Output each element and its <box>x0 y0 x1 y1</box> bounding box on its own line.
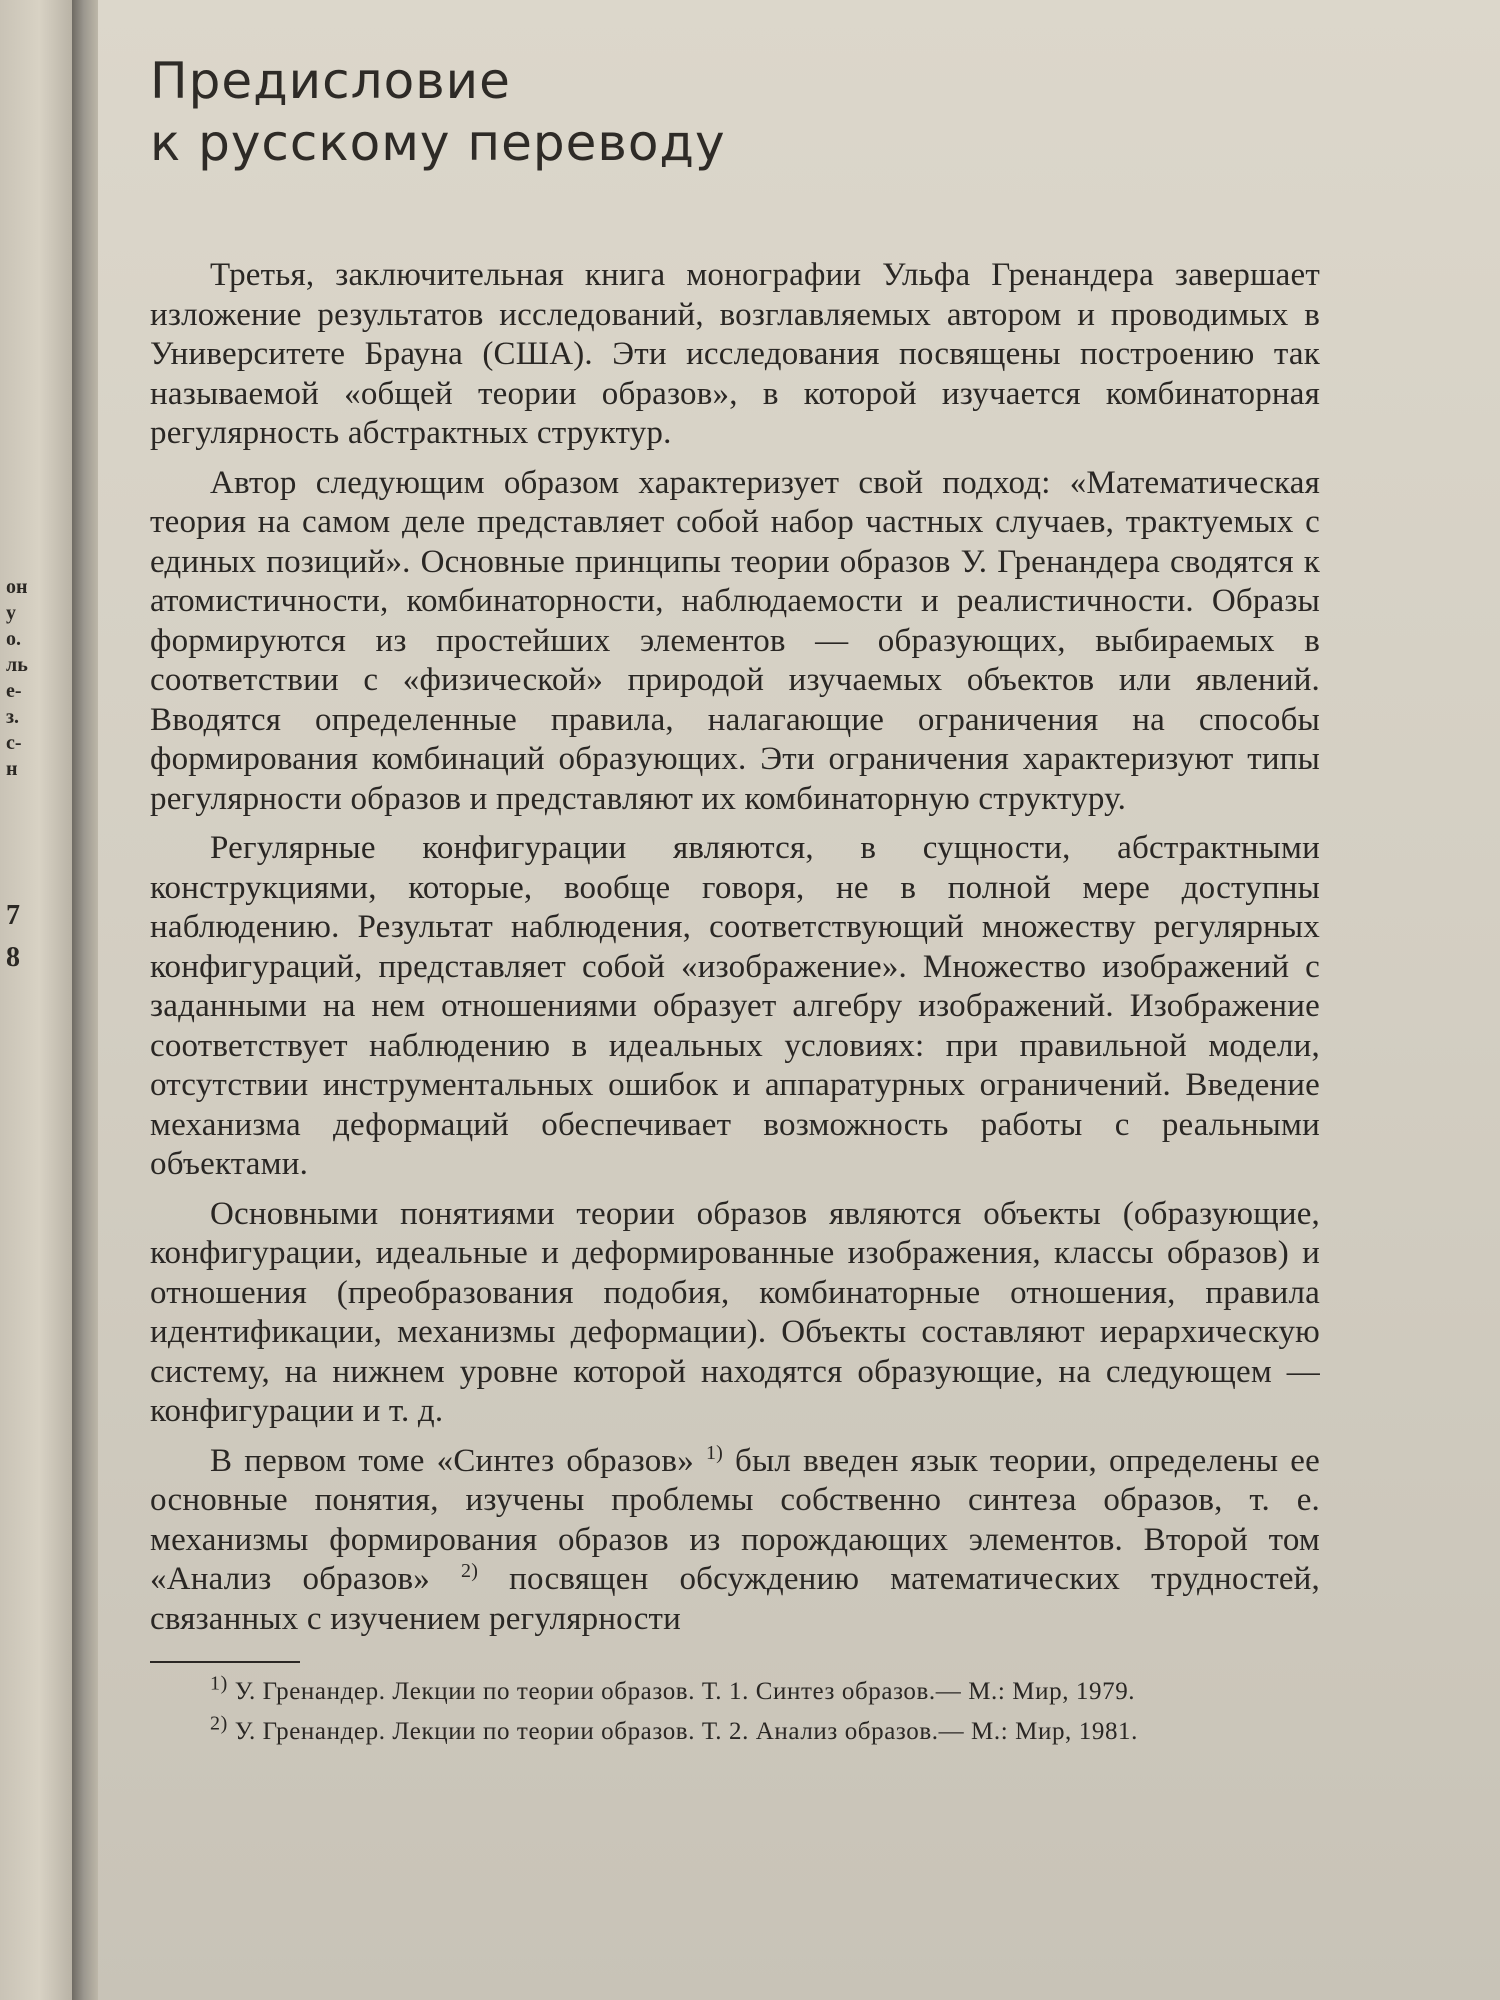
margin-fragment: ль <box>6 654 28 676</box>
footnote-ref-2: 2) <box>461 1560 479 1582</box>
margin-fragment: с- <box>6 732 22 754</box>
margin-fragment: н <box>6 758 18 780</box>
footnote-ref-1: 1) <box>705 1441 724 1464</box>
book-page <box>98 0 1500 2000</box>
margin-fragment: е- <box>6 680 22 702</box>
chapter-heading <box>150 50 1320 174</box>
margin-fragment: у <box>6 602 16 624</box>
footnote-divider <box>150 1661 300 1663</box>
adjacent-page-edge <box>0 0 72 2000</box>
heading-line-2: к русскому переводу <box>150 114 726 172</box>
book-gutter <box>72 0 98 2000</box>
footnote-text: У. Гренандер. Лекции по теории образов. Т. 2. Анализ образов.— М.: Мир, 1981. <box>227 1718 1138 1745</box>
margin-fragment: он <box>6 576 28 598</box>
margin-page-number: 8 <box>6 942 20 973</box>
margin-page-number: 7 <box>6 900 20 931</box>
paragraph-5 <box>150 1442 1320 1640</box>
footnote-marker: 1) <box>210 1672 228 1695</box>
paragraph-2: Автор следующим образом характеризует свой подход: «Математическая теория на самом деле представляет собой набор частных случаев, трактуемых с единых позиций». Основные принципы теории образов У. Гренандера сводятся к атомистичности, комбинаторности, наблюдаемости и реалистичности. Образы формируются из простейших элементов — образующих, выбираемых в соответствии с «физической» природой изучаемых объектов или явлений. Вводятся определенные правила, налагающие ограничения на способы формирования комбинаций образующих. Эти ограничения характеризуют типы регулярности образов и представляют их комбинаторную структуру. <box>150 464 1320 817</box>
footnote-marker: 2) <box>210 1712 228 1735</box>
paragraph-3: Регулярные конфигурации являются, в сущности, абстрактными конструкциями, которые, вообще говоря, не в полной мере доступны наблюдению. Результат наблюдения, соответствующий множеству регулярных конфигураций, представляет собой «изображение». Множество изображений с заданными на нем отношениями образует алгебру изображений. Изображение соответствует наблюдению в идеальных условиях: при правильной модели, отсутствии инструментальных ошибок и аппаратурных ограничений. Введение механизма деформаций обеспечивает возможность работы с реальными объектами. <box>150 830 1320 1182</box>
page-content <box>150 50 1320 1755</box>
footnote-1 <box>150 1672 1320 1709</box>
footnote-text: У. Гренандер. Лекции по теории образов. Т. 1. Синтез образов.— М.: Мир, 1979. <box>227 1678 1136 1705</box>
paragraph-5-part-3: посвящен обсуждению математических трудностей, связанных с изучением регулярности <box>150 1561 1320 1637</box>
paragraph-5-part-1: В первом томе «Синтез образов» <box>210 1442 706 1479</box>
margin-fragment: з. <box>6 706 20 728</box>
paragraph-5-part-2: был введен язык теории, определены ее основные понятия, изучены проблемы собственно синтеза образов, т. е. механизмы формирования образов из порождающих элементов. Второй том «Анализ образов» <box>150 1442 1321 1597</box>
paragraph-4: Основными понятиями теории образов являются объекты (образующие, конфигурации, идеальные и деформированные изображения, классы образов) и отношения (преобразования подобия, комбинаторные отношения, правила идентификации, механизмы деформации). Объекты составляют иерархическую систему, на нижнем уровне которой находятся образующие, на следующем — конфигурации и т. д. <box>150 1195 1320 1429</box>
paragraph-1: Третья, заключительная книга монографии Ульфа Гренандера завершает изложение результатов исследований, возглавляемых автором и проводимых в Университете Брауна (США). Эти исследования посвящены построению так называемой «общей теории образов», в которой изучается комбинаторная регулярность абстрактных структур. <box>150 257 1320 451</box>
heading-line-1: Предисловие <box>150 52 511 110</box>
margin-fragment: о. <box>6 628 21 650</box>
footnote-2 <box>150 1712 1320 1749</box>
